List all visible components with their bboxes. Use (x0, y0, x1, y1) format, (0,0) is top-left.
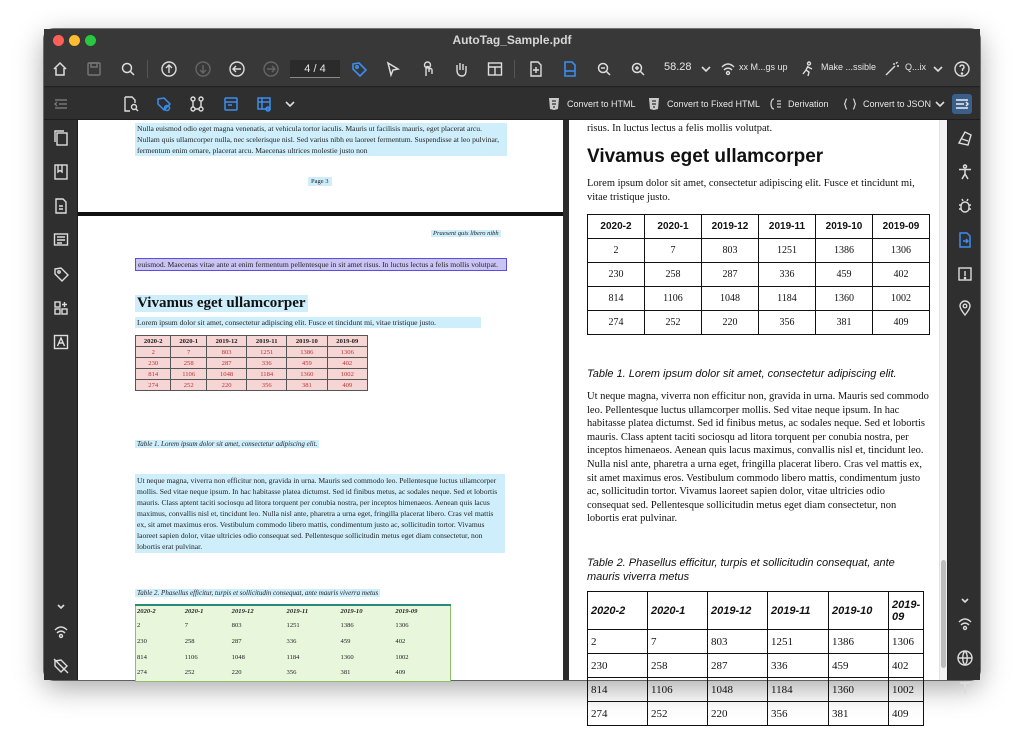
table-cell: 274 (137, 669, 147, 677)
table-cell: 252 (184, 669, 195, 677)
search-icon[interactable] (118, 59, 138, 79)
alert-icon[interactable] (955, 264, 975, 284)
table-cell: 409 (873, 311, 930, 335)
table-cell: 1048 (206, 369, 246, 380)
add-page-icon[interactable] (526, 59, 546, 79)
chevron-down-icon[interactable] (955, 590, 975, 610)
table-cell: 1251 (759, 239, 816, 263)
table-cell: 230 (136, 358, 171, 369)
top-paragraph: Nulla euismod odio eget magna venenatis, at vehicula tortor iaculis. Mauris ut facilisis mauris, eget placerat arcu. Nullam quis ullamcorper nulla, nec scelerisque nisl. Sed varius nibh eu laoreet fermentum. Suspendisse at leo pulvinar, fermentum enim ornare, placerat arcu. Maecenas ultrices molestie justo non (135, 123, 507, 156)
read-aloud-icon[interactable] (718, 59, 738, 79)
preview-table-2 (587, 591, 924, 726)
derivation-button[interactable] (768, 95, 829, 113)
table-cell: 2 (588, 239, 645, 263)
home-icon[interactable] (50, 59, 70, 79)
pages-icon[interactable] (51, 128, 71, 148)
table-cell: 220 (206, 380, 246, 391)
table-cell: 220 (702, 311, 759, 335)
table-header: 2019-10 (829, 592, 889, 630)
table-cell: 1251 (286, 621, 300, 629)
read-aloud-icon[interactable] (51, 622, 71, 642)
table-cell: 409 (395, 669, 406, 677)
table-2-caption: Table 2. Phasellus efficitur, turpis et sollicitudin consequat, ante mauris viverra metus (137, 589, 379, 597)
table-cell: 1184 (247, 369, 287, 380)
chevron-down-icon[interactable] (51, 596, 71, 616)
table-cell: 803 (231, 621, 242, 629)
table-cell: 258 (645, 263, 702, 287)
table-cell: 1306 (889, 630, 924, 654)
table-cell: 402 (395, 637, 406, 645)
table-cell: 814 (588, 287, 645, 311)
previous-page-icon[interactable] (159, 59, 179, 79)
page-break (78, 212, 563, 216)
table-header: 2019-11 (286, 605, 340, 617)
table-cell: 1360 (829, 678, 889, 702)
chevron-down-icon[interactable] (696, 59, 716, 79)
table-cell: 2 (588, 630, 648, 654)
tags-icon[interactable] (51, 264, 71, 284)
table-header: 2020-1 (184, 605, 231, 617)
table-cell: 381 (340, 669, 351, 677)
table-header: 2020-2 (136, 605, 184, 617)
comments-icon[interactable] (51, 230, 71, 250)
zoom-in-icon[interactable] (628, 59, 648, 79)
table-cell: 287 (206, 358, 246, 369)
preview-top-fragment: risus. In luctus lectus a felis mollis volutpat. (587, 123, 773, 134)
table-cell: 230 (137, 637, 147, 645)
table-cell: 1002 (873, 287, 930, 311)
table-cell: 258 (184, 637, 195, 645)
table-cell: 1251 (768, 630, 829, 654)
table-cell: 814 (136, 369, 171, 380)
zoom-level[interactable]: 58.28 (664, 61, 692, 73)
table-cell: 1002 (395, 653, 409, 661)
table-cell: 402 (873, 263, 930, 287)
html-preview-pane[interactable] (569, 120, 939, 720)
tag-view-icon[interactable] (154, 94, 174, 114)
table-header: 2019-09 (889, 592, 924, 630)
table-cell: 336 (286, 637, 297, 645)
font-icon[interactable] (51, 332, 71, 352)
preview-table-1-caption: Table 1. Lorem ipsum dolor sit amet, consectetur adipiscing elit. (587, 368, 897, 380)
collapse-left-panel-icon[interactable] (51, 94, 71, 114)
table-cell: 1184 (759, 287, 816, 311)
table-cell: 356 (759, 311, 816, 335)
content-icon[interactable] (51, 298, 71, 318)
table-cell: 1251 (247, 347, 287, 358)
table-header: 2019-09 (873, 215, 930, 239)
table-cell: 1048 (708, 678, 768, 702)
accessibility-icon[interactable] (955, 162, 975, 182)
table-cell: 1386 (340, 621, 354, 629)
help-icon[interactable] (952, 59, 972, 79)
table-cell: 356 (247, 380, 287, 391)
table-cell: 1048 (231, 653, 245, 661)
make-accessible-label[interactable]: Make ...ssible (821, 62, 877, 72)
running-header: Praesent quis libero nibh (433, 230, 499, 237)
body-paragraph: Ut neque magna, viverra non efficitur non, gravida in urna. Mauris sed commodo leo. Pellentesque luctus ullamcorper mollis. Sed vitae neque ipsum. In hac habitasse platea dictumst. Sed id finibus metus, ac sodales neque. Sed et lobortis mauris. Class aptent taciti sociosqu ad litora torquent per conubia nostra, per inceptos himenaeos. Aenean quis lacus maximus, convallis nisl et, tincidunt leo. Nulla nisl ante, pharetra a urna eget, fringilla placerat libero. Cras vel mattis ex, sit amet maximus eros. Vestibulum commodo libero mattis, condimentum justo ac, sollicitudin tortor. Vivamus laoreet sapien dolor, vitae ultricies odio consequat sed. Pellentesque sollicitudin metus eget diam consectetur, non lobortis erat pulvinar. (135, 474, 505, 553)
document-icon[interactable] (51, 196, 71, 216)
table-cell: 1306 (395, 621, 409, 629)
table-row (136, 358, 368, 369)
table-header: 2019-11 (247, 336, 287, 347)
table-header: 2019-12 (702, 215, 759, 239)
table-cell: 803 (206, 347, 246, 358)
table-cell: 381 (816, 311, 873, 335)
table-cell: 258 (648, 654, 708, 678)
table-cell: 459 (340, 637, 351, 645)
preview-heading: Vivamus eget ullamcorper (587, 146, 824, 167)
table-cell: 7 (171, 347, 206, 358)
table-cell: 1386 (816, 239, 873, 263)
table-cell: 7 (645, 239, 702, 263)
table-header: 2020-2 (588, 592, 648, 630)
convert-to-html-label: Convert to HTML (567, 99, 636, 109)
table-cell: 2 (137, 621, 141, 629)
table-cell: 336 (247, 358, 287, 369)
forward-icon[interactable] (261, 59, 281, 79)
collapse-right-panel-icon[interactable] (952, 94, 972, 114)
table-cell: 814 (588, 678, 648, 702)
intro-paragraph: Lorem ipsum dolor sit amet, consectetur adipiscing elit. Fusce et tincidunt mi, vitae tristique justo. (135, 317, 481, 328)
location-pin-icon[interactable] (955, 298, 975, 318)
table-cell: 1386 (829, 630, 889, 654)
table-header: 2019-10 (816, 215, 873, 239)
table-row (588, 630, 924, 654)
selected-paragraph[interactable]: euismod. Maecenas vitae ante at enim fermentum pellentesque in sit amet risus. In luctus lectus a felis mollis volutpat. (135, 258, 507, 271)
table-header: 2020-2 (136, 336, 171, 347)
read-aloud-label[interactable]: xx M...gs up (739, 62, 788, 72)
app-window (44, 29, 980, 720)
table-cell: 1386 (287, 347, 327, 358)
table-header: 2020-2 (588, 215, 645, 239)
magic-wand-icon[interactable] (882, 59, 902, 79)
convert-to-html-button[interactable] (547, 95, 636, 113)
table-row (136, 665, 451, 681)
table-cell: 803 (702, 239, 759, 263)
page-label: Page 3 (308, 177, 332, 186)
back-icon[interactable] (227, 59, 247, 79)
table-cell: 287 (708, 654, 768, 678)
table-cell: 274 (588, 311, 645, 335)
chevron-down-icon[interactable] (928, 59, 948, 79)
preview-intro: Lorem ipsum dolor sit amet, consectetur adipiscing elit. Fusce et tincidunt mi, vitae tristique justo. (587, 178, 915, 203)
table-row (136, 369, 368, 380)
table-cell: 402 (889, 654, 924, 678)
table-cell: 287 (702, 263, 759, 287)
table-header: 2020-1 (648, 592, 708, 630)
table-header: 2019-11 (759, 215, 816, 239)
table-cell: 287 (231, 637, 242, 645)
text-icon[interactable] (955, 678, 975, 698)
html5-icon (547, 97, 561, 111)
table-cell: 459 (816, 263, 873, 287)
pdf-page-view[interactable] (78, 120, 563, 680)
table-row (588, 702, 924, 726)
table-preview-icon[interactable] (254, 94, 274, 114)
table-cell: 7 (648, 630, 708, 654)
preview-scrollbar[interactable] (939, 120, 947, 680)
table-cell: 459 (287, 358, 327, 369)
globe-icon[interactable] (955, 648, 975, 668)
json-braces-icon (843, 97, 857, 111)
table-cell: 274 (136, 380, 171, 391)
read-aloud-icon[interactable] (955, 614, 975, 634)
table-row (136, 617, 451, 633)
page-number-field[interactable]: 4 / 4 (290, 60, 340, 78)
table-cell: 1184 (286, 653, 300, 661)
quick-fix-label[interactable]: Q...ix (905, 62, 927, 72)
table-header: 2019-10 (287, 336, 327, 347)
table-cell: 7 (184, 621, 188, 629)
table-header: 2019-09 (327, 336, 367, 347)
table-cell: 814 (137, 653, 147, 661)
bookmarks-icon[interactable] (51, 162, 71, 182)
zoom-out-icon[interactable] (594, 59, 614, 79)
table-2 (135, 604, 451, 682)
table-cell: 409 (889, 702, 924, 726)
table-cell: 2 (136, 347, 171, 358)
derivation-label: Derivation (788, 99, 829, 109)
table-row (588, 311, 930, 335)
table-cell: 381 (287, 380, 327, 391)
table-cell: 1106 (645, 287, 702, 311)
hand-icon[interactable] (451, 59, 471, 79)
table-header: 2019-12 (206, 336, 246, 347)
table-row (136, 633, 451, 649)
table-cell: 336 (759, 263, 816, 287)
table-cell: 1306 (327, 347, 367, 358)
table-cell: 336 (768, 654, 829, 678)
window-title: AutoTag_Sample.pdf (452, 33, 572, 47)
next-page-icon[interactable] (193, 59, 213, 79)
tag-icon[interactable] (349, 59, 369, 79)
convert-to-json-button[interactable] (843, 95, 931, 113)
table-header: 2019-12 (708, 592, 768, 630)
table-row (136, 649, 451, 665)
convert-to-fixed-html-button[interactable] (647, 95, 760, 113)
derivation-icon (768, 97, 782, 111)
convert-to-json-label: Convert to JSON (863, 99, 932, 109)
table-cell: 1002 (889, 678, 924, 702)
structure-tree-icon[interactable] (187, 94, 207, 114)
table-1-caption: Table 1. Lorem ipsum dolor sit amet, consectetur adipiscing elit. (137, 440, 318, 448)
secondary-toolbar (44, 88, 980, 120)
table-row (136, 347, 368, 358)
table-row (588, 263, 930, 287)
section-heading: Vivamus eget ullamcorper (137, 295, 306, 311)
table-header: 2020-1 (171, 336, 206, 347)
title-bar (44, 29, 980, 51)
table-cell: 252 (171, 380, 206, 391)
table-cell: 459 (829, 654, 889, 678)
save-icon[interactable] (84, 59, 104, 79)
table-cell: 230 (588, 263, 645, 287)
table-header: 2019-12 (231, 605, 286, 617)
toolbar-separator (147, 60, 148, 78)
preview-body-paragraph: Ut neque magna, viverra non efficitur non, gravida in urna. Mauris sed commodo leo. Pellentesque luctus ullamcorper mollis. Sed vitae neque ipsum. In hac habitasse platea dictumst. Sed id finibus metus, ac sodales neque. Sed et lobortis mauris. Class aptent taciti sociosqu ad litora torquent per conubia nostra, per inceptos himenaeos. Aenean quis lacus maximus, convallis nisl et, tincidunt leo. Nulla nisl ante, pharetra a urna eget, fringilla placerat libero. Cras vel mattis ex, sit amet maximus eros. Vestibulum commodo libero mattis, condimentum justo ac, sollicitudin tortor. Vivamus laoreet sapien dolor, vitae ultricies odio consequat sed. Pellentesque sollicitudin metus eget diam consectetur, non lobortis erat pulvinar. (587, 391, 929, 525)
touch-icon[interactable] (417, 59, 437, 79)
table-cell: 356 (286, 669, 297, 677)
table-cell: 1360 (340, 653, 354, 661)
convert-to-fixed-html-label: Convert to Fixed HTML (667, 99, 761, 109)
preview-table-1 (587, 214, 930, 335)
chevron-down-icon[interactable] (930, 94, 950, 114)
debug-icon[interactable] (955, 196, 975, 216)
scrollbar-thumb[interactable] (941, 560, 946, 668)
table-cell: 220 (708, 702, 768, 726)
chevron-down-icon[interactable] (280, 94, 300, 114)
table-header: 2019-09 (394, 605, 450, 617)
table-cell: 258 (171, 358, 206, 369)
table-row (588, 678, 924, 702)
table-cell: 220 (231, 669, 242, 677)
reading-order-icon[interactable] (221, 94, 241, 114)
toolbar-separator (514, 60, 515, 78)
table-row (588, 287, 930, 311)
html5-icon (647, 97, 661, 111)
table-cell: 230 (588, 654, 648, 678)
table-cell: 1048 (702, 287, 759, 311)
right-tools-rail (947, 120, 980, 680)
table-cell: 1106 (184, 653, 198, 661)
table-cell: 1184 (768, 678, 829, 702)
table-cell: 1360 (287, 369, 327, 380)
layout-icon[interactable] (485, 59, 505, 79)
table-cell: 252 (645, 311, 702, 335)
table-row (588, 654, 924, 678)
table-header: 2019-10 (340, 605, 395, 617)
table-cell: 1106 (648, 678, 708, 702)
table-cell: 1360 (816, 287, 873, 311)
table-cell: 409 (327, 380, 367, 391)
table-header: 2019-11 (768, 592, 829, 630)
preview-table-2-caption: Table 2. Phasellus efficitur, turpis et sollicitudin consequat, ante mauris viverra metus (587, 557, 895, 583)
select-arrow-icon[interactable] (383, 59, 403, 79)
table-cell: 803 (708, 630, 768, 654)
page-search-icon[interactable] (121, 94, 141, 114)
table-cell: 1106 (171, 369, 206, 380)
table-cell: 1306 (873, 239, 930, 263)
table-cell: 356 (768, 702, 829, 726)
table-row (136, 380, 368, 391)
hide-annotations-icon[interactable] (51, 656, 71, 676)
page-view-icon[interactable] (560, 59, 580, 79)
reading-order-tool-icon[interactable] (955, 128, 975, 148)
table-cell: 274 (588, 702, 648, 726)
table-cell: 1002 (327, 369, 367, 380)
table-row (588, 239, 930, 263)
table-1 (135, 335, 368, 391)
main-toolbar (44, 51, 980, 87)
left-navigation-rail (44, 120, 78, 680)
accessibility-run-icon[interactable] (798, 59, 818, 79)
table-cell: 402 (327, 358, 367, 369)
table-header: 2020-1 (645, 215, 702, 239)
table-cell: 252 (648, 702, 708, 726)
export-icon[interactable] (955, 230, 975, 250)
table-cell: 381 (829, 702, 889, 726)
